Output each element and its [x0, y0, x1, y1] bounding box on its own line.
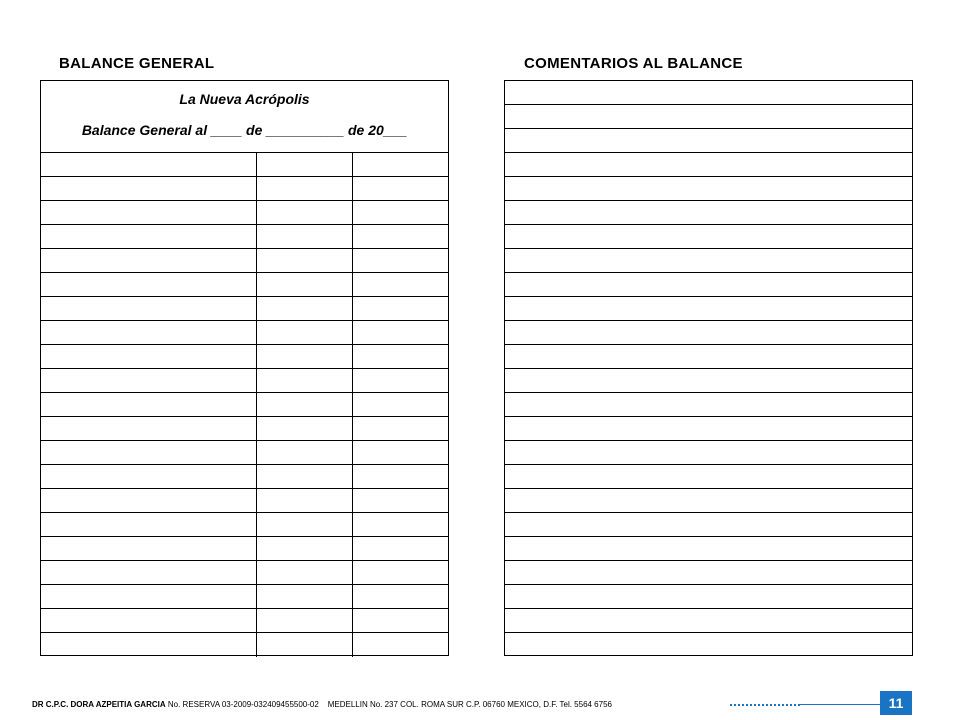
concept-cell[interactable]	[41, 321, 257, 344]
amount-cell-1[interactable]	[257, 513, 353, 536]
comment-row[interactable]	[505, 177, 912, 201]
concept-cell[interactable]	[41, 369, 257, 392]
amount-cell-1[interactable]	[257, 225, 353, 248]
amount-cell-2[interactable]	[353, 441, 448, 464]
footer-text	[32, 700, 612, 709]
amount-cell-2[interactable]	[353, 537, 448, 560]
balance-row[interactable]	[41, 153, 448, 177]
comments-table	[504, 80, 913, 656]
concept-cell[interactable]	[41, 465, 257, 488]
comment-row[interactable]	[505, 393, 912, 417]
amount-cell-2[interactable]	[353, 177, 448, 200]
amount-cell-2[interactable]	[353, 225, 448, 248]
amount-cell-2[interactable]	[353, 513, 448, 536]
amount-cell-2[interactable]	[353, 489, 448, 512]
amount-cell-1[interactable]	[257, 585, 353, 608]
balance-date-line: Balance General al ____ de __________ de 20___	[81, 122, 408, 138]
comments-title: COMENTARIOS AL BALANCE	[524, 55, 743, 72]
comment-row[interactable]	[505, 249, 912, 273]
balance-row[interactable]	[41, 225, 448, 249]
amount-cell-1[interactable]	[257, 201, 353, 224]
amount-cell-1[interactable]	[257, 441, 353, 464]
concept-cell[interactable]	[41, 177, 257, 200]
amount-cell-2[interactable]	[353, 153, 448, 176]
footer-author: DR C.P.C. DORA AZPEITIA GARCIA	[32, 700, 166, 709]
amount-cell-2[interactable]	[353, 561, 448, 584]
balance-row[interactable]	[41, 417, 448, 441]
comment-row[interactable]	[505, 369, 912, 393]
balance-row[interactable]	[41, 441, 448, 465]
balance-row[interactable]	[41, 393, 448, 417]
amount-cell-2[interactable]	[353, 297, 448, 320]
amount-cell-1[interactable]	[257, 321, 353, 344]
comment-row[interactable]	[505, 585, 912, 609]
concept-cell[interactable]	[41, 417, 257, 440]
footer-address: MEDELLIN No. 237 COL. ROMA SUR C.P. 06760 MEXICO, D.F. Tel. 5564 6756	[327, 700, 612, 709]
comment-row[interactable]	[505, 609, 912, 633]
balance-row[interactable]	[41, 297, 448, 321]
page-number-badge: 11	[880, 691, 912, 715]
concept-cell[interactable]	[41, 225, 257, 248]
amount-cell-2[interactable]	[353, 273, 448, 296]
footer-rule-line	[800, 704, 882, 705]
concept-cell[interactable]	[41, 201, 257, 224]
amount-cell-2[interactable]	[353, 585, 448, 608]
concept-cell[interactable]	[41, 537, 257, 560]
balance-title: BALANCE GENERAL	[59, 55, 215, 72]
amount-cell-1[interactable]	[257, 609, 353, 632]
balance-row[interactable]	[41, 345, 448, 369]
concept-cell[interactable]	[41, 609, 257, 632]
concept-cell[interactable]	[41, 441, 257, 464]
balance-row[interactable]	[41, 273, 448, 297]
balance-row[interactable]	[41, 177, 448, 201]
amount-cell-2[interactable]	[353, 609, 448, 632]
amount-cell-1[interactable]	[257, 249, 353, 272]
comment-row[interactable]	[505, 129, 912, 153]
comment-row[interactable]	[505, 561, 912, 585]
concept-cell[interactable]	[41, 273, 257, 296]
balance-row[interactable]	[41, 609, 448, 633]
amount-cell-2[interactable]	[353, 393, 448, 416]
balance-row[interactable]	[41, 537, 448, 561]
concept-cell[interactable]	[41, 633, 257, 657]
footer-dotted-line	[730, 704, 800, 706]
amount-cell-1[interactable]	[257, 297, 353, 320]
comment-row[interactable]	[505, 321, 912, 345]
amount-cell-1[interactable]	[257, 177, 353, 200]
amount-cell-1[interactable]	[257, 345, 353, 368]
comment-row[interactable]	[505, 417, 912, 441]
comment-row[interactable]	[505, 345, 912, 369]
comment-row[interactable]	[505, 633, 912, 657]
comment-row[interactable]	[505, 81, 912, 105]
amount-cell-2[interactable]	[353, 321, 448, 344]
comment-row[interactable]	[505, 489, 912, 513]
amount-cell-1[interactable]	[257, 465, 353, 488]
amount-cell-2[interactable]	[353, 201, 448, 224]
comment-row[interactable]	[505, 201, 912, 225]
comment-row[interactable]	[505, 105, 912, 129]
balance-sheet-table	[40, 80, 449, 656]
concept-cell[interactable]	[41, 585, 257, 608]
amount-cell-2[interactable]	[353, 633, 448, 657]
amount-cell-1[interactable]	[257, 153, 353, 176]
balance-row[interactable]	[41, 561, 448, 585]
balance-row[interactable]	[41, 489, 448, 513]
concept-cell[interactable]	[41, 561, 257, 584]
balance-row[interactable]	[41, 585, 448, 609]
comment-row[interactable]	[505, 465, 912, 489]
balance-row[interactable]	[41, 465, 448, 489]
comment-row[interactable]	[505, 225, 912, 249]
balance-row[interactable]	[41, 201, 448, 225]
comment-row[interactable]	[505, 273, 912, 297]
comment-row[interactable]	[505, 537, 912, 561]
amount-cell-1[interactable]	[257, 417, 353, 440]
concept-cell[interactable]	[41, 489, 257, 512]
balance-row[interactable]	[41, 321, 448, 345]
amount-cell-1[interactable]	[257, 537, 353, 560]
amount-cell-2[interactable]	[353, 417, 448, 440]
concept-cell[interactable]	[41, 153, 257, 176]
comment-row[interactable]	[505, 153, 912, 177]
amount-cell-1[interactable]	[257, 489, 353, 512]
amount-cell-2[interactable]	[353, 369, 448, 392]
balance-row[interactable]	[41, 513, 448, 537]
balance-row[interactable]	[41, 369, 448, 393]
amount-cell-1[interactable]	[257, 369, 353, 392]
amount-cell-2[interactable]	[353, 249, 448, 272]
amount-cell-1[interactable]	[257, 633, 353, 657]
amount-cell-1[interactable]	[257, 561, 353, 584]
footer-reserve: No. RESERVA 03-2009-032409455500-02	[167, 700, 319, 709]
balance-row[interactable]	[41, 633, 448, 657]
balance-row[interactable]	[41, 249, 448, 273]
balance-sheet-header	[41, 81, 448, 153]
organization-name: La Nueva Acrópolis	[179, 91, 310, 107]
comment-row[interactable]	[505, 441, 912, 465]
concept-cell[interactable]	[41, 249, 257, 272]
amount-cell-2[interactable]	[353, 345, 448, 368]
amount-cell-1[interactable]	[257, 273, 353, 296]
concept-cell[interactable]	[41, 393, 257, 416]
concept-cell[interactable]	[41, 345, 257, 368]
concept-cell[interactable]	[41, 297, 257, 320]
comment-row[interactable]	[505, 513, 912, 537]
amount-cell-2[interactable]	[353, 465, 448, 488]
amount-cell-1[interactable]	[257, 393, 353, 416]
concept-cell[interactable]	[41, 513, 257, 536]
comment-row[interactable]	[505, 297, 912, 321]
